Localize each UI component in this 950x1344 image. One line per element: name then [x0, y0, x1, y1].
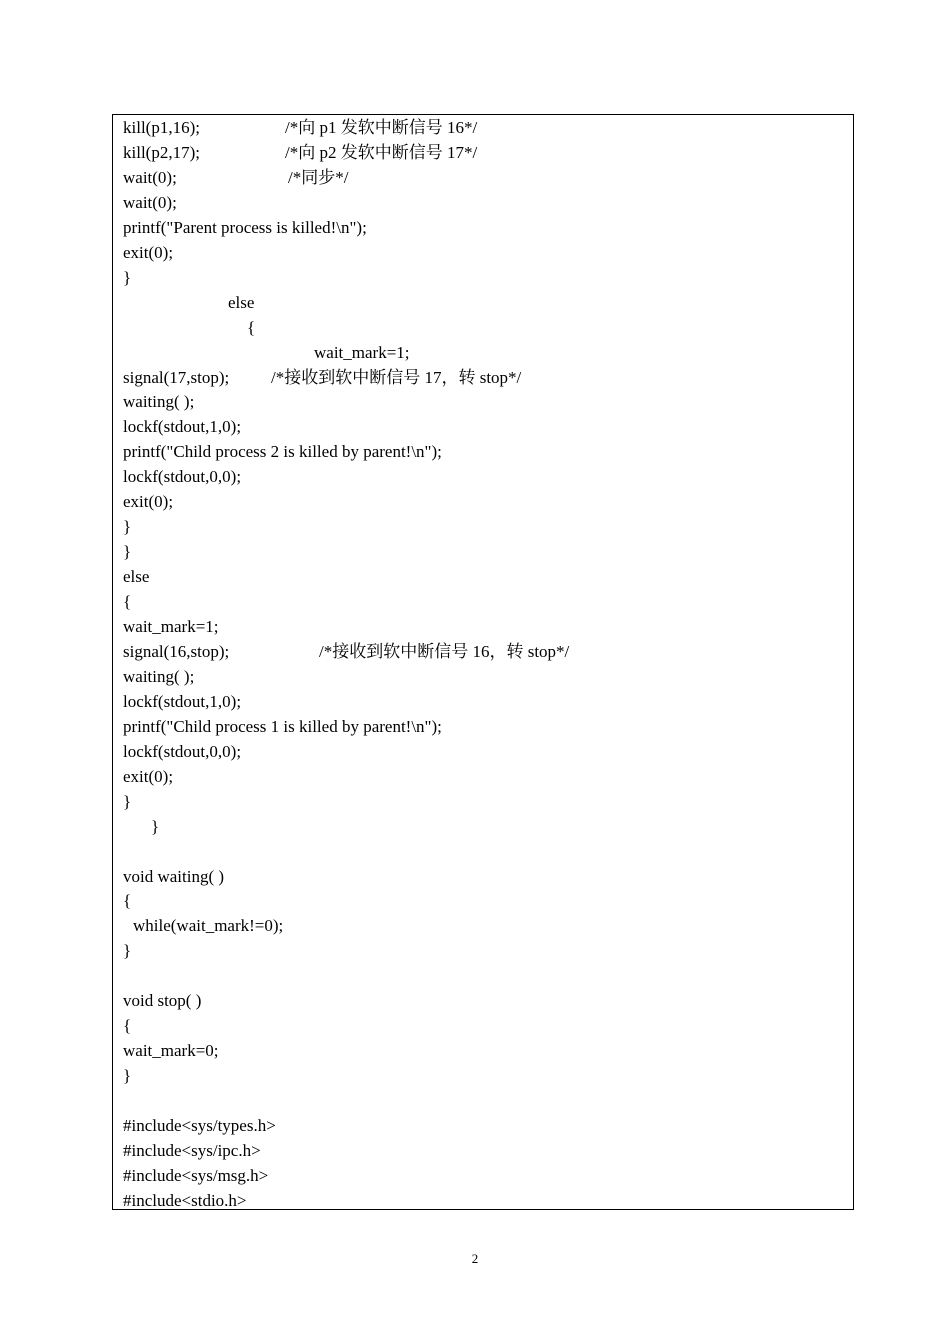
code-text: wait(0); — [123, 192, 177, 212]
code-text: lockf(stdout,0,0); — [123, 741, 242, 761]
code-line — [113, 240, 853, 265]
code-text: { — [247, 317, 256, 337]
code-line — [113, 514, 853, 539]
code-text: lockf(stdout,1,0); — [123, 691, 242, 711]
code-line — [113, 389, 853, 414]
code-line — [113, 340, 853, 365]
code-text: } — [123, 267, 132, 287]
code-text: waiting( ); — [123, 666, 195, 686]
code-text: wait_mark=1; — [123, 617, 219, 636]
code-line — [113, 140, 853, 165]
code-line — [113, 614, 853, 639]
code-line — [113, 764, 853, 789]
code-text: } — [123, 1066, 132, 1086]
code-text: signal(16,stop); — [123, 641, 230, 661]
code-comment: /*向 p1 发软中断信号 16*/ — [285, 118, 478, 137]
code-line — [113, 864, 853, 889]
code-line — [113, 315, 853, 340]
code-line — [113, 165, 853, 190]
code-text: printf("Child process 2 is killed by parent!\n"); — [123, 442, 442, 462]
code-text: while(wait_mark!=0); — [133, 916, 284, 936]
code-line — [113, 1163, 853, 1188]
code-line — [113, 190, 853, 215]
code-text: { — [123, 592, 132, 612]
code-line — [113, 1113, 853, 1138]
code-text: kill(p2,17); — [123, 142, 200, 162]
code-line — [113, 365, 853, 390]
code-line — [113, 814, 853, 839]
code-text: else — [123, 567, 150, 587]
code-text: exit(0); — [123, 242, 174, 262]
code-line — [113, 215, 853, 240]
code-line — [113, 1063, 853, 1088]
code-text: kill(p1,16); — [123, 118, 200, 137]
code-line — [113, 290, 853, 315]
code-line — [113, 1138, 853, 1163]
code-line — [113, 739, 853, 764]
code-line — [113, 1088, 853, 1113]
page-number: 2 — [471, 1251, 479, 1266]
code-text: else — [228, 292, 255, 312]
code-line — [113, 564, 853, 589]
code-line — [113, 664, 853, 689]
code-text: signal(17,stop); — [123, 367, 230, 387]
code-comment: /*同步*/ — [288, 167, 349, 187]
code-text: #include<stdio.h> — [123, 1190, 247, 1210]
code-text: } — [123, 791, 132, 811]
code-text: } — [151, 816, 160, 836]
code-text: printf("Parent process is killed!\n"); — [123, 217, 367, 237]
code-text: wait_mark=1; — [314, 342, 410, 362]
code-text: void stop( ) — [123, 991, 202, 1011]
code-text: lockf(stdout,0,0); — [123, 467, 242, 487]
code-text: wait(0); — [123, 167, 177, 187]
code-text: waiting( ); — [123, 392, 195, 412]
code-line — [113, 988, 853, 1013]
code-line — [113, 539, 853, 564]
code-comment: /*接收到软中断信号 16，转 stop*/ — [319, 641, 570, 661]
code-line — [113, 639, 853, 664]
code-listing-box — [112, 114, 854, 1210]
code-line — [113, 464, 853, 489]
code-comment: /*向 p2 发软中断信号 17*/ — [285, 142, 478, 162]
code-text: } — [123, 542, 132, 562]
code-line — [113, 1038, 853, 1063]
code-line — [113, 839, 853, 864]
code-text: } — [123, 941, 132, 961]
code-line — [113, 1013, 853, 1038]
code-line — [113, 938, 853, 963]
code-text: { — [123, 1016, 132, 1036]
code-text: exit(0); — [123, 766, 174, 786]
code-line — [113, 489, 853, 514]
code-text: #include<sys/msg.h> — [123, 1165, 269, 1185]
code-line — [113, 414, 853, 439]
code-line — [113, 439, 853, 464]
code-text: lockf(stdout,1,0); — [123, 417, 242, 437]
code-line — [113, 1188, 853, 1213]
code-text: } — [123, 517, 132, 537]
code-line — [113, 913, 853, 938]
code-text: wait_mark=0; — [123, 1041, 219, 1061]
code-comment: /*接收到软中断信号 17，转 stop*/ — [271, 367, 522, 387]
code-text: { — [123, 891, 132, 911]
code-line — [113, 888, 853, 913]
code-text: #include<sys/types.h> — [123, 1116, 276, 1135]
code-line — [113, 963, 853, 988]
code-text: #include<sys/ipc.h> — [123, 1140, 261, 1160]
code-line — [113, 689, 853, 714]
code-line — [113, 589, 853, 614]
code-text: exit(0); — [123, 492, 174, 512]
code-line — [113, 789, 853, 814]
code-text: printf("Child process 1 is killed by parent!\n"); — [123, 716, 442, 736]
code-line — [113, 265, 853, 290]
code-text: void waiting( ) — [123, 866, 225, 886]
code-line — [113, 714, 853, 739]
code-line — [113, 115, 853, 140]
